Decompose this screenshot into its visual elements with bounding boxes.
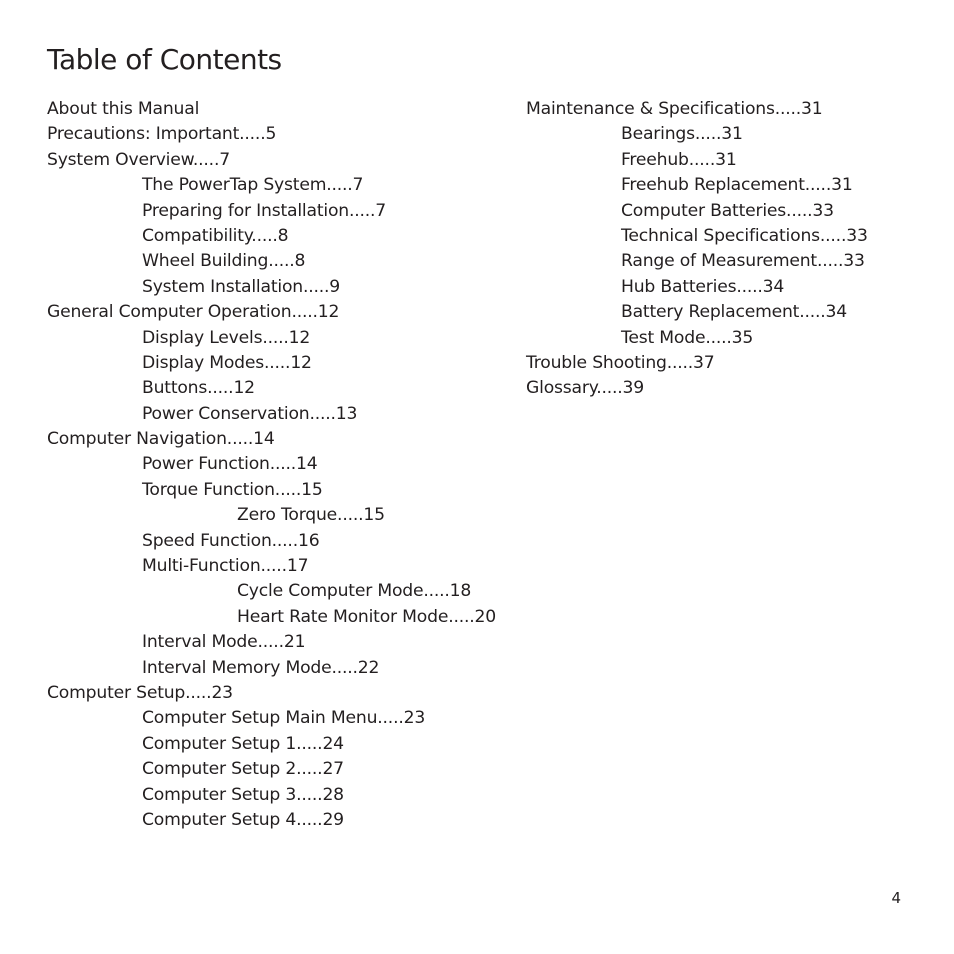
toc-entry[interactable]: Computer Setup 2.....27 — [142, 759, 344, 780]
toc-entry[interactable]: Power Conservation.....13 — [142, 403, 358, 424]
toc-entry[interactable]: Technical Specifications.....33 — [621, 225, 868, 246]
toc-entry[interactable]: The PowerTap System.....7 — [142, 175, 364, 196]
toc-entry[interactable]: Buttons.....12 — [142, 378, 255, 399]
toc-entry[interactable]: Bearings.....31 — [621, 124, 743, 145]
toc-entry[interactable]: Heart Rate Monitor Mode.....20 — [237, 606, 496, 627]
toc-entry[interactable]: Display Modes.....12 — [142, 352, 312, 373]
toc-entry[interactable]: Preparing for Installation.....7 — [142, 200, 387, 221]
toc-entry[interactable]: Interval Memory Mode.....22 — [142, 657, 380, 678]
toc-entry[interactable]: Cycle Computer Mode.....18 — [237, 581, 472, 602]
toc-entry[interactable]: Trouble Shooting.....37 — [526, 352, 715, 373]
toc-entry[interactable]: Wheel Building.....8 — [142, 251, 306, 272]
toc-entry[interactable]: Display Levels.....12 — [142, 327, 311, 348]
toc-right-column — [526, 97, 926, 402]
toc-entry[interactable]: Test Mode.....35 — [621, 327, 754, 348]
toc-entry[interactable]: Zero Torque.....15 — [237, 505, 385, 526]
toc-entry[interactable]: Multi-Function.....17 — [142, 556, 309, 577]
toc-entry[interactable]: Computer Setup.....23 — [47, 682, 233, 703]
page-number: 4 — [891, 889, 901, 907]
toc-entry[interactable]: General Computer Operation.....12 — [47, 302, 340, 323]
toc-entry[interactable]: About this Manual — [47, 99, 200, 119]
toc-entry[interactable]: Battery Replacement.....34 — [621, 302, 847, 323]
toc-entry[interactable]: Freehub.....31 — [621, 149, 737, 170]
toc-entry[interactable]: Power Function.....14 — [142, 454, 318, 475]
toc-left-column — [47, 97, 507, 833]
toc-entry[interactable]: Freehub Replacement.....31 — [621, 175, 853, 196]
toc-entry[interactable]: Hub Batteries.....34 — [621, 276, 785, 297]
toc-entry[interactable]: Precautions: Important.....5 — [47, 124, 277, 145]
toc-entry[interactable]: Computer Batteries.....33 — [621, 200, 834, 221]
toc-entry[interactable]: Computer Setup 4.....29 — [142, 809, 344, 830]
toc-entry[interactable]: Computer Setup Main Menu.....23 — [142, 708, 426, 729]
toc-entry[interactable]: Computer Setup 3.....28 — [142, 784, 344, 805]
toc-entry[interactable]: Maintenance & Specifications.....31 — [526, 99, 823, 119]
toc-entry[interactable]: System Installation.....9 — [142, 276, 341, 297]
page-title: Table of Contents — [47, 43, 282, 76]
toc-entry[interactable]: Torque Function.....15 — [142, 479, 323, 500]
toc-entry[interactable]: Interval Mode.....21 — [142, 632, 306, 653]
toc-entry[interactable]: Compatibility.....8 — [142, 225, 289, 246]
toc-entry[interactable]: Computer Navigation.....14 — [47, 429, 275, 450]
toc-entry[interactable]: Glossary.....39 — [526, 378, 645, 399]
toc-entry[interactable]: Computer Setup 1.....24 — [142, 733, 344, 754]
toc-entry[interactable]: Range of Measurement.....33 — [621, 251, 865, 272]
toc-entry[interactable]: System Overview.....7 — [47, 149, 230, 170]
toc-entry[interactable]: Speed Function.....16 — [142, 530, 320, 551]
